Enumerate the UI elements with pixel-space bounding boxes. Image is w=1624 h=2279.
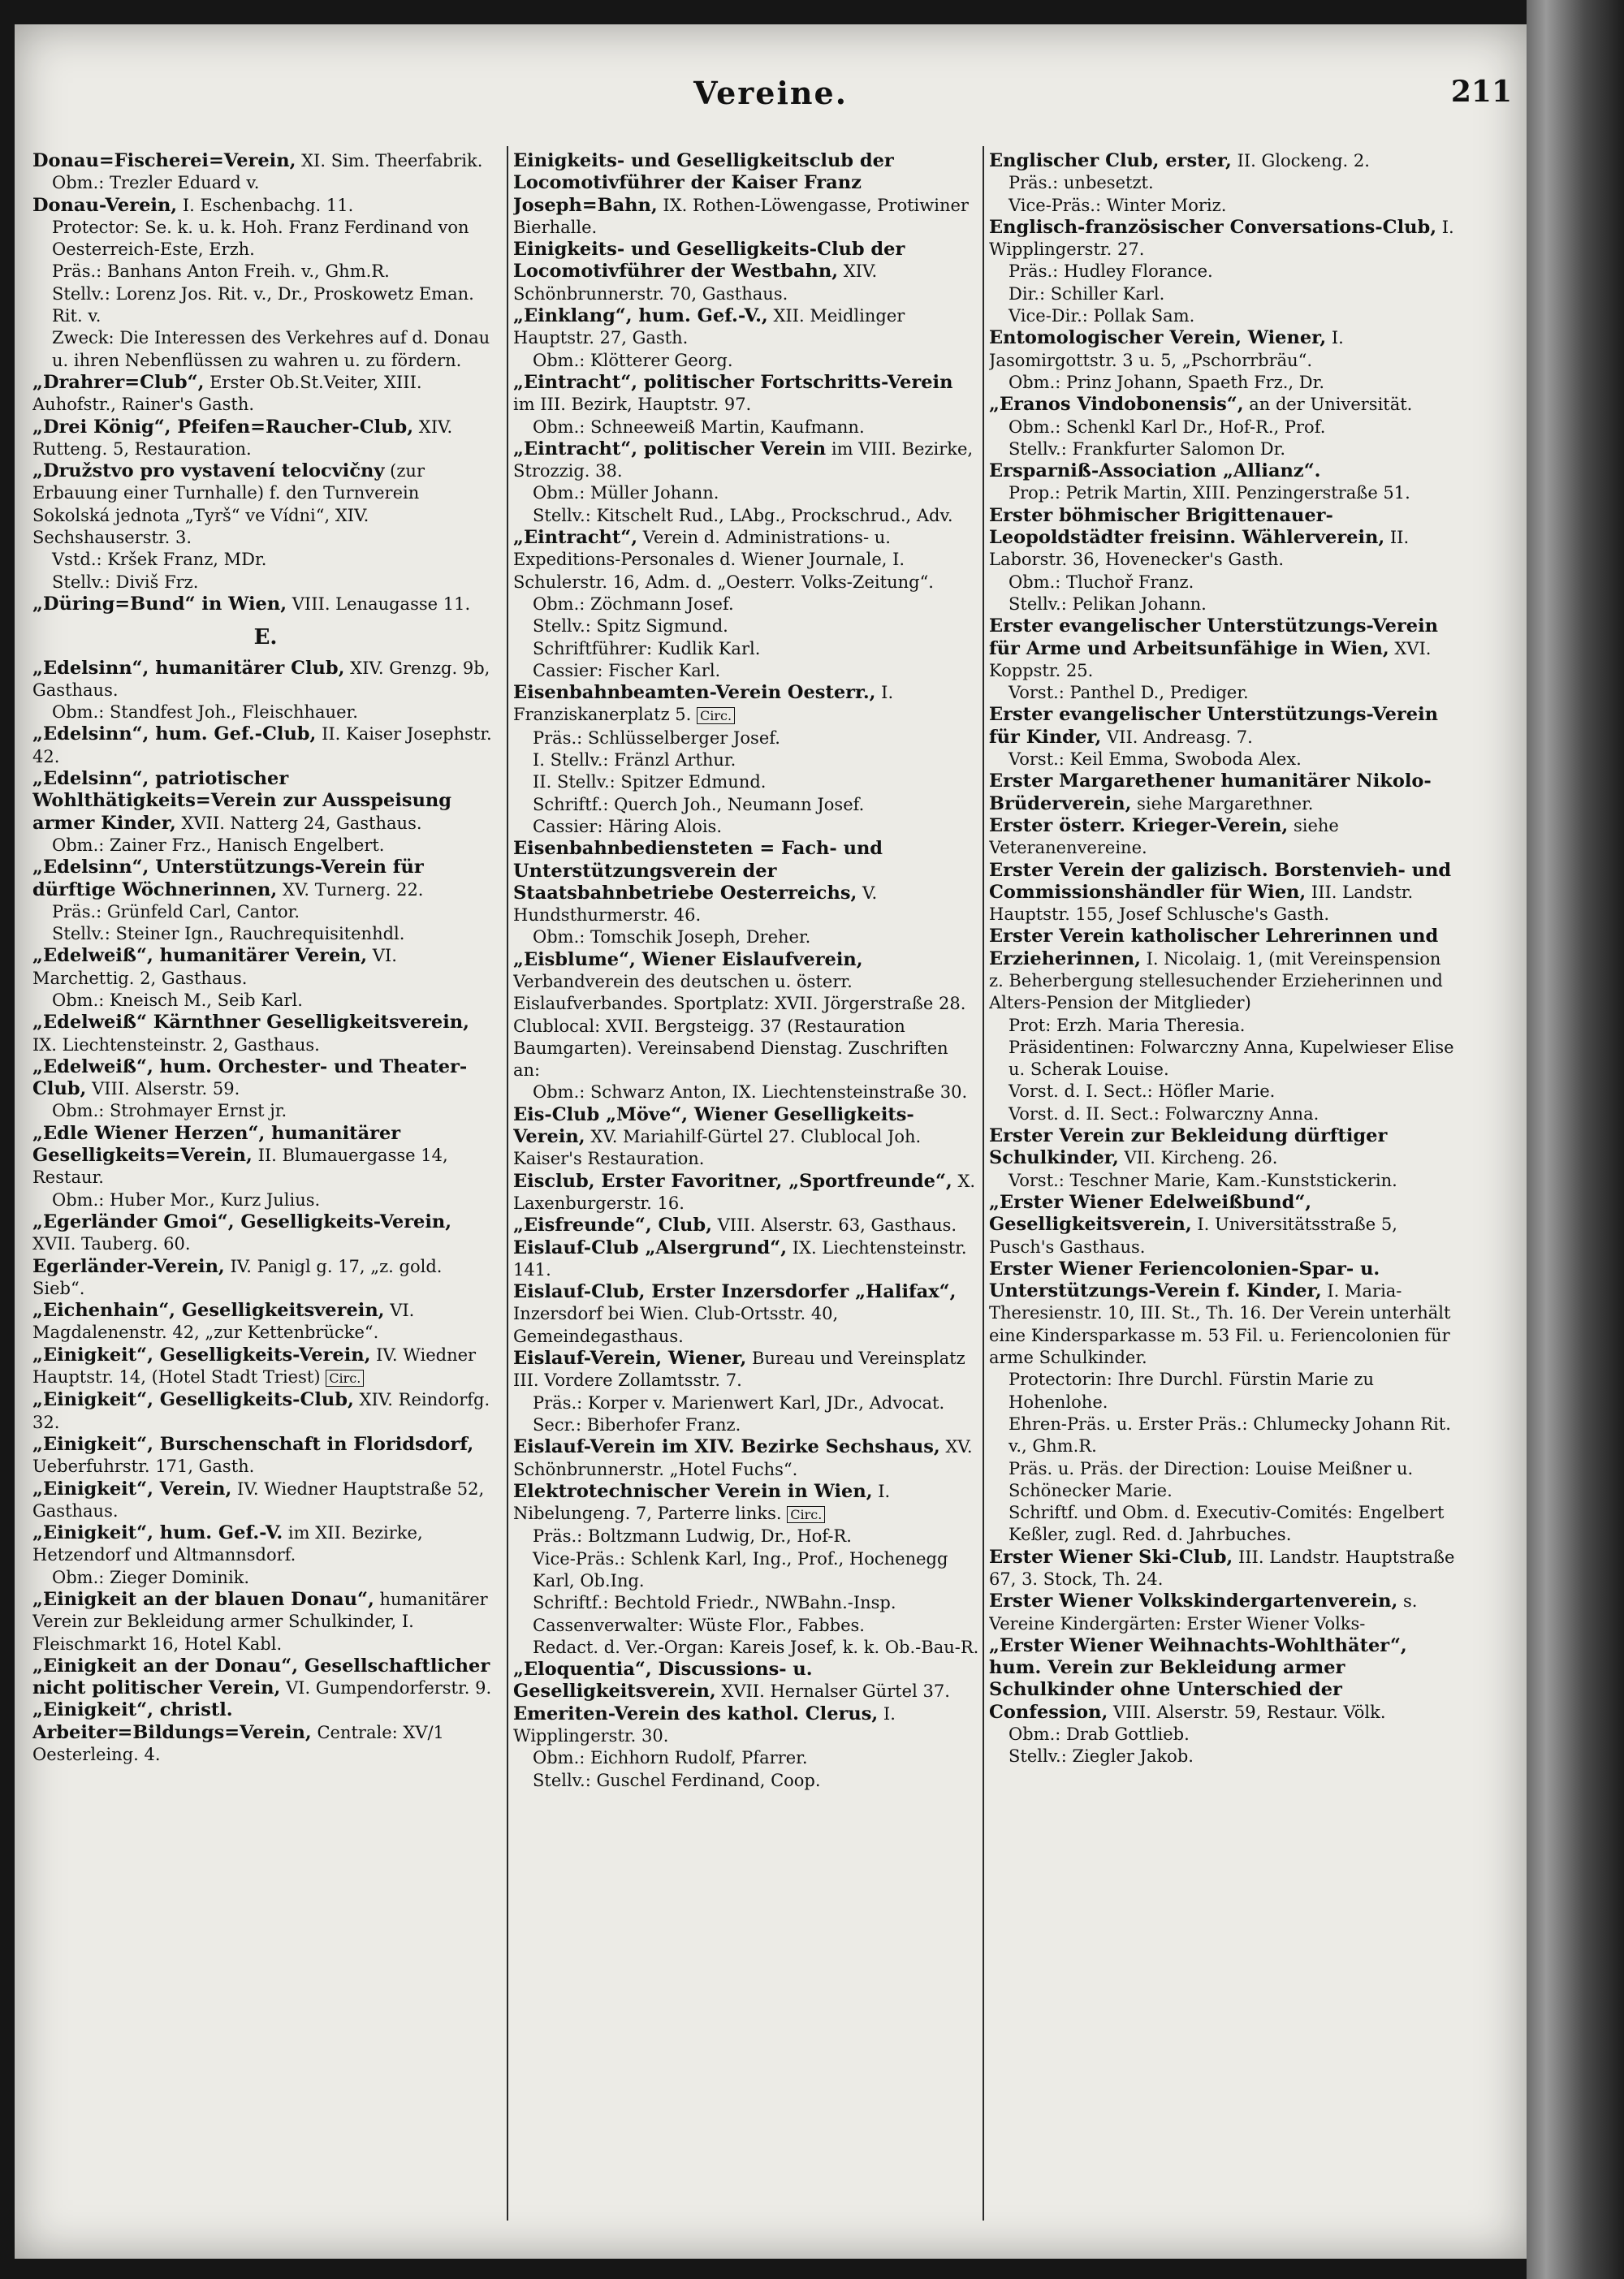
entry-name: „Egerländer Gmoi“, Geselligkeits-Verein, bbox=[32, 1211, 452, 1232]
directory-entry bbox=[513, 1348, 979, 1392]
entry-subline: Stellv.: Ziegler Jakob. bbox=[1009, 1746, 1194, 1767]
entry-name: „Edelweiß“, hum. Orchester- und Theater-Club, bbox=[32, 1055, 468, 1100]
entry-name: „Edelsinn“, patriotischer Wohlthätigkeits=Verein zur Ausspeisung armer Kinder, bbox=[32, 768, 452, 834]
entry-name: „Einigkeit an der Donau“, Gesellschaftlicher nicht politischer Verein, bbox=[32, 1655, 490, 1699]
entry-text: humanitärer Verein zur Bekleidung armer Schulkinder, I. Fleischmarkt 16, Hotel Kabl. bbox=[32, 1590, 488, 1654]
entry-text: Ueberfuhrstr. 171, Gasth. bbox=[32, 1457, 255, 1477]
entry-subline: Obm.: Zieger Dominik. bbox=[52, 1567, 250, 1587]
directory-entry bbox=[32, 1123, 499, 1189]
directory-entry bbox=[32, 945, 499, 990]
circ-badge: Circ. bbox=[326, 1370, 364, 1387]
directory-entry bbox=[513, 527, 979, 593]
entry-name: „Drahrer=Club“, bbox=[32, 371, 205, 393]
directory-entry bbox=[32, 723, 499, 768]
entry-name: „Erster Wiener Weihnachts-Wohlthäter“, hum. Verein zur Bekleidung armer Schulkinder ohne Unterschied der Confession, bbox=[989, 1634, 1407, 1723]
entry-text: II. Blumauergasse 14, Restaur. bbox=[32, 1146, 448, 1188]
entry-text: I. Wipplingerstr. 27. bbox=[989, 217, 1454, 260]
entry-name: Ersparniß-Association „Allianz“. bbox=[989, 460, 1321, 482]
entry-text: VIII. Alserstr. 63, Gasthaus. bbox=[717, 1215, 957, 1236]
entry-name: Erster österr. Krieger-Verein, bbox=[989, 814, 1289, 836]
directory-entry bbox=[32, 1699, 499, 1766]
entry-text: XVII. Hernalser Gürtel 37. bbox=[721, 1681, 950, 1702]
entry-subline: Obm.: Trezler Eduard v. bbox=[52, 173, 260, 193]
entry-name: Einigkeits- und Geselligkeitsclub der Locomotivführer der Kaiser Franz Joseph=Bahn, bbox=[513, 150, 894, 216]
entry-subline: Stellv.: Steiner Ign., Rauchrequisitenhdl. bbox=[52, 924, 405, 944]
entry-text: XI. Sim. Theerfabrik. bbox=[301, 151, 483, 170]
entry-subline: Zweck: Die Interessen des Verkehres auf d. Donau u. ihren Nebenflüssen zu wahren u. zu fördern. bbox=[52, 328, 490, 370]
entry-text: XIV. Rutteng. 5, Restauration. bbox=[32, 417, 453, 459]
entry-text: IV. Wiedner Hauptstr. 14, (Hotel Stadt Triest) bbox=[32, 1345, 477, 1388]
entry-subline: Präs.: Grünfeld Carl, Cantor. bbox=[52, 901, 300, 922]
directory-entry bbox=[989, 217, 1455, 261]
entry-name: „Drei König“, Pfeifen=Raucher-Club, bbox=[32, 416, 414, 438]
entry-subline: Prop.: Petrik Martin, XIII. Penzingerstraße 51. bbox=[1009, 483, 1410, 503]
entry-name: „Edle Wiener Herzen“, humanitärer Geselligkeits=Verein, bbox=[32, 1122, 401, 1167]
directory-entry bbox=[989, 394, 1455, 416]
entry-name: Einigkeits- und Geselligkeits-Club der Locomotivführer der Westbahn, bbox=[513, 239, 905, 283]
entry-subline: Obm.: Schwarz Anton, IX. Liechtensteinstraße 30. bbox=[533, 1082, 968, 1103]
entry-name: „Edelsinn“, humanitärer Club, bbox=[32, 657, 345, 679]
entry-name: Eisenbahnbediensteten = Fach- und Unterstützungsverein der Staatsbahnbetriebe Oesterreichs, bbox=[513, 838, 883, 904]
entry-text: II. Glockeng. 2. bbox=[1237, 151, 1370, 170]
entry-subline: Präs.: unbesetzt. bbox=[1009, 173, 1154, 193]
book-spine bbox=[1527, 0, 1624, 2279]
directory-entry bbox=[32, 150, 499, 172]
entry-name: „Eintracht“, bbox=[513, 527, 638, 549]
entry-subline: Prot: Erzh. Maria Theresia. bbox=[1009, 1015, 1246, 1035]
entry-text: Inzersdorf bei Wien. Club-Ortsstr. 40, Gemeindegasthaus. bbox=[513, 1304, 839, 1346]
entry-subline: Schriftführer: Kudlik Karl. bbox=[533, 638, 761, 658]
entry-name: Eislauf-Verein, Wiener, bbox=[513, 1348, 747, 1370]
entry-text: VI. Magdalenenstr. 42, „zur Kettenbrücke“. bbox=[32, 1301, 415, 1343]
entry-subline: Obm.: Eichhorn Rudolf, Pfarrer. bbox=[533, 1748, 808, 1768]
entry-name: „Edelweiß“, humanitärer Verein, bbox=[32, 945, 368, 967]
directory-entry bbox=[513, 949, 979, 1082]
entry-text: Centrale: XV/1 Oesterleing. 4. bbox=[32, 1722, 444, 1765]
entry-text: I. Wipplingerstr. 30. bbox=[513, 1703, 896, 1746]
entry-subline: Cassenverwalter: Wüste Flor., Fabbes. bbox=[533, 1615, 865, 1635]
entry-text: II. Kaiser Josephstr. 42. bbox=[32, 724, 492, 766]
entry-subline: Obm.: Zainer Frz., Hanisch Engelbert. bbox=[52, 835, 385, 855]
entry-subline: Schriftf.: Bechtold Friedr., NWBahn.-Insp. bbox=[533, 1593, 896, 1613]
directory-entry bbox=[32, 1389, 499, 1434]
entry-subline: Vorst.: Teschner Marie, Kam.-Kunststickerin. bbox=[1009, 1170, 1397, 1190]
document-page bbox=[15, 24, 1527, 2259]
entry-name: „Edelweiß“ Kärnthner Geselligkeitsverein, bbox=[32, 1012, 469, 1034]
entry-name: Erster Wiener Feriencolonien-Spar- u. Unterstützungs-Verein f. Kinder, bbox=[989, 1258, 1380, 1302]
entry-name: „Düring=Bund“ in Wien, bbox=[32, 593, 287, 615]
entry-subline: Secr.: Biberhofer Franz. bbox=[533, 1414, 741, 1435]
entry-name: „Erster Wiener Edelweißbund“, Geselligkeitsverein, bbox=[989, 1191, 1312, 1236]
entry-subline: Vorst. d. II. Sect.: Folwarczny Anna. bbox=[1009, 1103, 1320, 1124]
entry-text: im XII. Bezirke, Hetzendorf und Altmannsdorf. bbox=[32, 1523, 423, 1565]
entry-text: XII. Meidlinger Hauptstr. 27, Gasth. bbox=[513, 306, 905, 348]
entry-text: siehe Margarethner. bbox=[1137, 793, 1314, 814]
directory-entry bbox=[989, 860, 1455, 926]
entry-text: VI. Marchettig. 2, Gasthaus. bbox=[32, 946, 397, 988]
directory-entry bbox=[32, 658, 499, 702]
entry-text: III. Landstr. Hauptstraße 67, 3. Stock, Th. 24. bbox=[989, 1547, 1455, 1589]
directory-entry bbox=[32, 1300, 499, 1345]
entry-subline: Vice-Präs.: Winter Moriz. bbox=[1009, 195, 1227, 215]
directory-entry bbox=[32, 1345, 499, 1390]
directory-entry bbox=[513, 305, 979, 350]
entry-name: Eisenbahnbeamten-Verein Oesterr., bbox=[513, 682, 876, 704]
entry-name: „Eisfreunde“, Club, bbox=[513, 1215, 712, 1237]
entry-subline: Obm.: Strohmayer Ernst jr. bbox=[52, 1101, 287, 1121]
entry-subline: Protector: Se. k. u. k. Hoh. Franz Ferdinand von Oesterreich-Este, Erzh. bbox=[52, 217, 469, 260]
directory-entry bbox=[32, 417, 499, 461]
entry-text: IX. Liechtensteinstr. 2, Gasthaus. bbox=[32, 1034, 320, 1055]
directory-entry bbox=[513, 838, 979, 926]
entry-subline: Obm.: Prinz Johann, Spaeth Frz., Dr. bbox=[1009, 372, 1325, 392]
column-3 bbox=[989, 150, 1455, 2229]
entry-name: Englisch-französischer Conversations-Club, bbox=[989, 216, 1437, 238]
directory-entry bbox=[989, 926, 1455, 1014]
entry-name: Donau-Verein, bbox=[32, 194, 178, 216]
directory-entry bbox=[989, 1591, 1455, 1635]
entry-subline: Obm.: Standfest Joh., Fleischhauer. bbox=[52, 702, 358, 723]
column-1 bbox=[32, 150, 499, 2229]
entry-name: „Einigkeit“, Burschenschaft in Floridsdorf, bbox=[32, 1433, 474, 1455]
entry-name: „Eisblume“, Wiener Eislaufverein, bbox=[513, 948, 863, 970]
entry-name: „Einigkeit“, Verein, bbox=[32, 1478, 232, 1500]
entry-subline: Redact. d. Ver.-Organ: Kareis Josef, k. k. Ob.-Bau-R. bbox=[533, 1637, 979, 1657]
directory-entry bbox=[513, 1237, 979, 1282]
entry-text: XIV. Reindorfg. 32. bbox=[32, 1390, 490, 1432]
directory-entry bbox=[32, 1256, 499, 1301]
entry-name: Entomologischer Verein, Wiener, bbox=[989, 327, 1327, 349]
entry-subline: Obm.: Tluchoř Franz. bbox=[1009, 572, 1194, 592]
directory-entry bbox=[32, 593, 499, 615]
entry-text: Erster Ob.St.Veiter, XIII. Auhofstr., Rainer's Gasth. bbox=[32, 372, 422, 415]
entry-name: „Eintracht“, politischer Verein bbox=[513, 438, 827, 460]
entry-text: im VIII. Bezirke, Strozzig. 38. bbox=[513, 438, 974, 481]
directory-entry bbox=[32, 1589, 499, 1655]
entry-subline: Präs.: Banhans Anton Freih. v., Ghm.R. bbox=[52, 261, 390, 282]
entry-text: XIV. Grenzg. 9b, Gasthaus. bbox=[32, 658, 490, 700]
directory-entry bbox=[989, 505, 1455, 572]
entry-subline: Schriftf.: Querch Joh., Neumann Josef. bbox=[533, 794, 865, 814]
directory-entry bbox=[989, 704, 1455, 749]
entry-name: Erster evangelischer Unterstützungs-Verein für Kinder, bbox=[989, 704, 1438, 748]
column-rule bbox=[507, 146, 508, 2221]
entry-name: „Einigkeit an der blauen Donau“, bbox=[32, 1589, 374, 1610]
entry-text: I. Jasomirgottstr. 3 u. 5, „Pschorrbräu“. bbox=[989, 328, 1344, 370]
directory-entry bbox=[989, 1547, 1455, 1591]
directory-entry bbox=[513, 1436, 979, 1481]
entry-text: siehe Veteranenvereine. bbox=[989, 815, 1339, 858]
entry-text: IV. Panigl g. 17, „z. gold. Sieb“. bbox=[32, 1256, 443, 1298]
entry-name: Eislauf-Club, Erster Inzersdorfer „Halifax“, bbox=[513, 1281, 957, 1303]
entry-text: IX. Liechtensteinstr. 141. bbox=[513, 1237, 967, 1280]
entry-text: IV. Wiedner Hauptstraße 52, Gasthaus. bbox=[32, 1478, 485, 1521]
entry-subline: Vice-Dir.: Pollak Sam. bbox=[1009, 306, 1195, 326]
directory-entry bbox=[513, 438, 979, 483]
entry-name: Erster Verein der galizisch. Borstenvieh- und Commissionshändler für Wien, bbox=[989, 859, 1452, 903]
entry-name: „Einigkeit“, Geselligkeits-Club, bbox=[32, 1389, 354, 1411]
entry-name: „Eloquentia“, Discussions- u. Geselligkeitsverein, bbox=[513, 1659, 813, 1703]
page-title: Vereine. bbox=[693, 75, 848, 111]
entry-text: VII. Andreasg. 7. bbox=[1106, 727, 1253, 747]
entry-subline: Schriftf. und Obm. d. Executiv-Comités: Engelbert Keßler, zugl. Red. d. Jahrbuches. bbox=[1009, 1503, 1445, 1545]
directory-entry bbox=[989, 1125, 1455, 1170]
entry-name: „Einklang“, hum. Gef.-V., bbox=[513, 305, 768, 327]
entry-text: I. Maria-Theresienstr. 10, III. St., Th. 16. Der Verein unterhält eine Kindersparkasse m. 53 Fil. u. Feriencolonien für arme Schulkinder. bbox=[989, 1281, 1451, 1368]
entry-name: Eis-Club „Möve“, Wiener Geselligkeits-Verein, bbox=[513, 1103, 914, 1148]
directory-entry bbox=[32, 372, 499, 417]
circ-badge: Circ. bbox=[697, 707, 735, 724]
entry-text: s. Vereine Kindergärten: Erster Wiener Volks- bbox=[989, 1591, 1418, 1634]
directory-entry bbox=[513, 682, 979, 727]
entry-name: „Eichenhain“, Geselligkeitsverein, bbox=[32, 1300, 385, 1322]
entry-subline: Präs.: Korper v. Marienwert Karl, JDr., Advocat. bbox=[533, 1392, 945, 1413]
entry-subline: Vorst. d. I. Sect.: Höfler Marie. bbox=[1009, 1081, 1276, 1102]
entry-subline: I. Stellv.: Fränzl Arthur. bbox=[533, 750, 736, 770]
directory-entry bbox=[32, 1434, 499, 1478]
directory-entry bbox=[513, 1215, 979, 1237]
entry-subline: Stellv.: Guschel Ferdinand, Coop. bbox=[533, 1770, 821, 1790]
entry-text: I. Nicolaig. 1, (mit Vereinspension z. Beherbergung stellesuchender Erzieherinnen und Alters-Pension der Mitglieder) bbox=[989, 948, 1443, 1013]
entry-text: Verein d. Administrations- u. Expeditions-Personales d. Wiener Journale, I. Schulerstr. 16, Adm. d. „Oesterr. Volks-Zeitung“. bbox=[513, 528, 934, 592]
entry-subline: Stellv.: Lorenz Jos. Rit. v., Dr., Proskowetz Eman. Rit. v. bbox=[52, 283, 474, 326]
directory-entry bbox=[989, 1635, 1455, 1724]
entry-name: Erster Margarethener humanitärer Nikolo-Brüderverein, bbox=[989, 770, 1432, 814]
directory-entry bbox=[32, 195, 499, 217]
entry-subline: Vorst.: Keil Emma, Swoboda Alex. bbox=[1009, 749, 1302, 770]
entry-subline: Obm.: Drab Gottlieb. bbox=[1009, 1724, 1190, 1745]
entry-subline: Vorst.: Panthel D., Prediger. bbox=[1009, 683, 1249, 703]
entry-name: „Eranos Vindobonensis“, bbox=[989, 394, 1244, 416]
entry-name: Eislauf-Club „Alsergrund“, bbox=[513, 1237, 788, 1258]
entry-subline: Vice-Präs.: Schlenk Karl, Ing., Prof., Hochenegg Karl, Ob.Ing. bbox=[533, 1548, 948, 1591]
entry-subline: Obm.: Müller Johann. bbox=[533, 483, 719, 503]
entry-name: „Družstvo pro vystavení telocvičny bbox=[32, 460, 385, 482]
directory-entry bbox=[513, 1281, 979, 1348]
entry-text: im III. Bezirk, Hauptstr. 97. bbox=[513, 395, 752, 415]
entry-text: XV. Mariahilf-Gürtel 27. Clublocal Joh. Kaiser's Restauration. bbox=[513, 1127, 922, 1169]
column-2 bbox=[513, 150, 979, 2229]
directory-entry bbox=[513, 1481, 979, 1526]
entry-subline: Cassier: Häring Alois. bbox=[533, 816, 722, 836]
entry-name: Elektrotechnischer Verein in Wien, bbox=[513, 1480, 873, 1502]
directory-entry bbox=[32, 1522, 499, 1567]
directory-entry bbox=[989, 460, 1455, 482]
entry-name: Erster Verein zur Bekleidung dürftiger Schulkinder, bbox=[989, 1125, 1388, 1169]
entry-text: VII. Kircheng. 26. bbox=[1124, 1148, 1278, 1168]
entry-subline: Cassier: Fischer Karl. bbox=[533, 660, 721, 680]
entry-subline: Ehren-Präs. u. Erster Präs.: Chlumecky Johann Rit. v., Ghm.R. bbox=[1009, 1414, 1451, 1457]
entry-subline: Obm.: Kneisch M., Seib Karl. bbox=[52, 990, 303, 1010]
entry-name: Erster Wiener Ski-Club, bbox=[989, 1546, 1233, 1568]
entry-name: „Edelsinn“, hum. Gef.-Club, bbox=[32, 723, 317, 745]
directory-entry bbox=[32, 857, 499, 901]
column-rule bbox=[983, 146, 984, 2221]
entry-subline: Präs.: Hudley Florance. bbox=[1009, 261, 1213, 282]
entry-text: I. Franziskanerplatz 5. bbox=[513, 683, 894, 725]
entry-subline: Präs.: Boltzmann Ludwig, Dr., Hof-R. bbox=[533, 1526, 852, 1547]
directory-entry bbox=[989, 150, 1455, 172]
entry-text: I. Nibelungeng. 7, Parterre links. bbox=[513, 1481, 891, 1524]
entry-text: V. Hundsthurmerstr. 46. bbox=[513, 883, 878, 926]
circ-badge: Circ. bbox=[787, 1506, 825, 1523]
entry-subline: Obm.: Klötterer Georg. bbox=[533, 350, 733, 370]
entry-text: Verbandverein des deutschen u. österr. Eislaufverbandes. Sportplatz: XVII. Jörgerstraße 28. Clublocal: XVII. Bergsteigg. 37 (Restauration Baumgarten). Vereinsabend Dienstag. Zuschriften an: bbox=[513, 971, 966, 1081]
entry-name: Eisclub, Erster Favoritner, „Sportfreunde“, bbox=[513, 1170, 952, 1192]
entry-name: Emeriten-Verein des kathol. Clerus, bbox=[513, 1703, 879, 1724]
entry-text: XIV. Schönbrunnerstr. 70, Gasthaus. bbox=[513, 261, 878, 304]
directory-entry bbox=[989, 615, 1455, 682]
directory-entry bbox=[32, 1655, 499, 1700]
entry-subline: Stellv.: Frankfurter Salomon Dr. bbox=[1009, 438, 1286, 459]
entry-subline: Obm.: Huber Mor., Kurz Julius. bbox=[52, 1189, 321, 1210]
entry-text: XVI. Koppstr. 25. bbox=[989, 638, 1432, 680]
entry-name: „Edelsinn“, Unterstützungs-Verein für dürftige Wöchnerinnen, bbox=[32, 857, 424, 900]
entry-text: (zur Erbauung einer Turnhalle) f. den Turnverein Sokolská jednota „Tyrš“ ve Vídni“, XIV. Sechshauserstr. 3. bbox=[32, 461, 425, 548]
directory-entry bbox=[989, 1192, 1455, 1258]
entry-text: an der Universität. bbox=[1249, 395, 1413, 415]
entry-subline: Dir.: Schiller Karl. bbox=[1009, 283, 1165, 304]
entry-name: „Eintracht“, politischer Fortschritts-Verein bbox=[513, 371, 953, 393]
entry-text: Bureau und Vereinsplatz III. Vordere Zollamtsstr. 7. bbox=[513, 1349, 965, 1391]
entry-text: X. Laxenburgerstr. 16. bbox=[513, 1171, 976, 1213]
entry-subline: Stellv.: Spitz Sigmund. bbox=[533, 616, 728, 637]
directory-entry bbox=[989, 770, 1455, 815]
entry-name: Erster evangelischer Unterstützungs-Verein für Arme und Arbeitsunfähige in Wien, bbox=[989, 615, 1438, 659]
entry-text: VIII. Lenaugasse 11. bbox=[292, 593, 471, 614]
entry-text: VIII. Alserstr. 59, Restaur. Völk. bbox=[1113, 1702, 1386, 1722]
entry-name: „Einigkeit“, christl. Arbeiter=Bildungs=Verein, bbox=[32, 1699, 312, 1743]
entry-subline: Stellv.: Kitschelt Rud., LAbg., Prockschrud., Adv. bbox=[533, 505, 953, 525]
entry-text: XV. Schönbrunnerstr. „Hotel Fuchs“. bbox=[513, 1437, 973, 1479]
directory-entry bbox=[989, 1258, 1455, 1369]
entry-text: IX. Rothen-Löwengasse, Protiwiner Bierhalle. bbox=[513, 195, 969, 237]
directory-entry bbox=[989, 815, 1455, 860]
entry-name: Englischer Club, erster, bbox=[989, 150, 1232, 171]
entry-name: Erster böhmischer Brigittenauer-Leopoldstädter freisinn. Wählerverein, bbox=[989, 504, 1385, 549]
entry-text: XV. Turnerg. 22. bbox=[282, 879, 424, 900]
entry-name: „Einigkeit“, Geselligkeits-Verein, bbox=[32, 1344, 371, 1366]
section-letter: E. bbox=[253, 625, 278, 650]
entry-text: XVII. Tauberg. 60. bbox=[32, 1234, 191, 1254]
entry-subline: Protectorin: Ihre Durchl. Fürstin Marie zu Hohenlohe. bbox=[1009, 1370, 1375, 1412]
directory-entry bbox=[32, 768, 499, 835]
directory-entry bbox=[513, 1171, 979, 1215]
entry-subline: Obm.: Schneeweiß Martin, Kaufmann. bbox=[533, 417, 865, 437]
entry-text: III. Landstr. Hauptstr. 155, Josef Schlusche's Gasth. bbox=[989, 882, 1414, 925]
directory-entry bbox=[32, 1056, 499, 1101]
entry-subline: Präsidentinen: Folwarczny Anna, Kupelwieser Elise u. Scherak Louise. bbox=[1009, 1037, 1454, 1080]
entry-subline: Präs. u. Präs. der Direction: Louise Meißner u. Schönecker Marie. bbox=[1009, 1458, 1414, 1500]
entry-subline: Stellv.: Diviš Frz. bbox=[52, 572, 199, 592]
entry-text: XVII. Natterg 24, Gasthaus. bbox=[181, 813, 422, 833]
entry-subline: Präs.: Schlüsselberger Josef. bbox=[533, 727, 780, 748]
entry-name: Erster Verein katholischer Lehrerinnen und Erzieherinnen, bbox=[989, 926, 1439, 969]
entry-subline: Obm.: Zöchmann Josef. bbox=[533, 593, 734, 614]
entry-name: Eislauf-Verein im XIV. Bezirke Sechshaus, bbox=[513, 1436, 940, 1458]
directory-entry bbox=[513, 150, 979, 239]
entry-subline: Vstd.: Kršek Franz, MDr. bbox=[52, 550, 267, 570]
directory-entry bbox=[513, 1104, 979, 1171]
entry-text: I. Eschenbachg. 11. bbox=[182, 195, 354, 215]
entry-name: Egerländer-Verein, bbox=[32, 1255, 225, 1277]
entry-subline: Stellv.: Pelikan Johann. bbox=[1009, 593, 1207, 614]
entry-subline: Obm.: Schenkl Karl Dr., Hof-R., Prof. bbox=[1009, 417, 1326, 437]
entry-text: VI. Gumpendorferstr. 9. bbox=[286, 1678, 492, 1698]
directory-entry bbox=[32, 460, 499, 549]
directory-entry bbox=[513, 239, 979, 305]
entry-text: II. Laborstr. 36, Hovenecker's Gasth. bbox=[989, 528, 1410, 570]
directory-entry bbox=[32, 1478, 499, 1523]
entry-name: Donau=Fischerei=Verein, bbox=[32, 150, 296, 171]
entry-subline: II. Stellv.: Spitzer Edmund. bbox=[533, 772, 767, 792]
entry-text: I. Universitätsstraße 5, Pusch's Gasthaus. bbox=[989, 1215, 1397, 1257]
directory-entry bbox=[989, 327, 1455, 372]
directory-entry bbox=[32, 1012, 499, 1056]
entry-subline: Obm.: Tomschik Joseph, Dreher. bbox=[533, 927, 811, 947]
entry-name: Erster Wiener Volkskindergartenverein, bbox=[989, 1591, 1398, 1612]
directory-entry bbox=[513, 1659, 979, 1703]
entry-name: „Einigkeit“, hum. Gef.-V. bbox=[32, 1522, 283, 1544]
page-number: 211 bbox=[1450, 75, 1512, 109]
directory-entry bbox=[513, 372, 979, 417]
directory-entry bbox=[32, 1211, 499, 1256]
entry-text: VIII. Alserstr. 59. bbox=[92, 1079, 240, 1099]
directory-entry bbox=[513, 1703, 979, 1748]
